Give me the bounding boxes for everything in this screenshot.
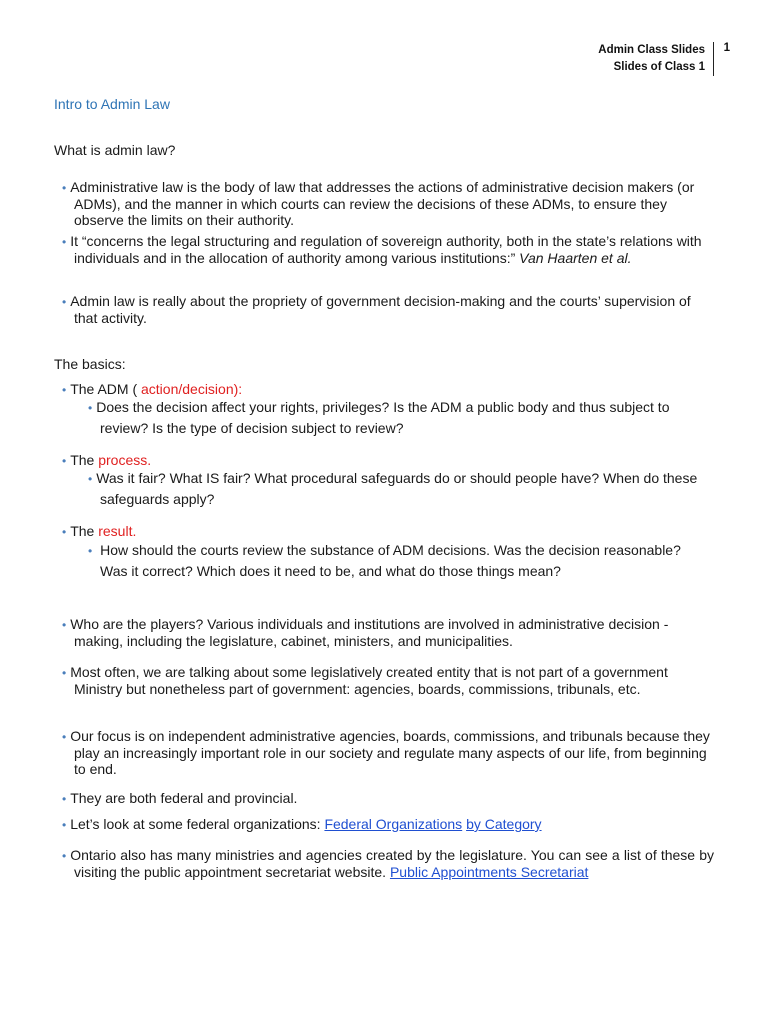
sub-list-item: • Was it fair? What IS fair? What procedural safeguards do or should people have? When do these safeguards apply? (88, 470, 698, 507)
header-title: Admin Class Slides (598, 44, 705, 56)
bullet-icon: • (62, 666, 67, 680)
question-heading: What is admin law? (54, 142, 176, 158)
public-appointments-link[interactable]: Public Appointments Secretariat (389, 864, 589, 880)
bullet-icon: • (62, 181, 67, 195)
list-item: • Let’s look at some federal organizations: Federal Organizations by Category (62, 816, 542, 832)
bullet-icon: • (62, 730, 67, 744)
list-item: • Administrative law is the body of law that addresses the actions of administrative decision makers (or ADMs), and the manner in which courts can review the decisions of these ADMs, to ensure they observe the limits on their authority. (62, 179, 695, 228)
bullet-icon: • (62, 618, 67, 632)
list-item: • Most often, we are talking about some legislatively created entity that is not part of a government Ministry but nonetheless part of government: agencies, boards, commissions, tribunals, etc. (62, 664, 668, 697)
bullet-icon: • (62, 849, 67, 863)
bullet-icon: • (62, 235, 67, 249)
bullet-icon: • (88, 472, 93, 486)
bullet-icon: • (62, 792, 67, 806)
federal-organizations-link[interactable]: Federal Organizations (324, 816, 463, 832)
basics-heading: The basics: (54, 356, 126, 372)
section-title: Intro to Admin Law (54, 96, 170, 112)
list-item: • The result. (62, 523, 137, 539)
bullet-icon: • (62, 454, 67, 468)
list-item: • Admin law is really about the propriety of government decision-making and the courts’ supervision of that activity. (62, 293, 691, 326)
by-category-link[interactable]: by Category (466, 816, 542, 832)
bullet-icon: • (62, 383, 67, 397)
highlight-text: action/decision): (141, 381, 243, 397)
header-subtitle: Slides of Class 1 (613, 61, 705, 73)
list-item: • Who are the players? Various individuals and institutions are involved in administrative decision -making, including the legislature, cabinet, ministers, and municipalities. (62, 616, 669, 649)
bullet-icon: • (88, 401, 93, 415)
highlight-text: process. (98, 452, 152, 468)
page-header (598, 42, 714, 76)
bullet-icon: • (62, 818, 67, 832)
list-item: • Our focus is on independent administrative agencies, boards, commissions, and tribunals because they play an increasingly important role in our society and regulate many aspects of our life, from beginning to end. (62, 728, 710, 777)
bullet-icon: • (88, 544, 93, 558)
highlight-text: result. (98, 523, 137, 539)
sub-list-item: • How should the courts review the substance of ADM decisions. Was the decision reasonable? Was it correct? Which does it need to be, and what do those things mean? (88, 542, 681, 579)
bullet-icon: • (62, 295, 67, 309)
list-item: • The process. (62, 452, 152, 468)
list-item: • The ADM ( action/decision): (62, 381, 243, 397)
page-number: 1 (723, 42, 730, 54)
list-item: • Ontario also has many ministries and agencies created by the legislature. You can see a list of these by visiting the public appointment secretariat website. Public Appointments Secretariat (62, 847, 714, 880)
sub-list-item: • Does the decision affect your rights, privileges? Is the ADM a public body and thus subject to review? Is the type of decision subject to review? (88, 399, 670, 436)
list-item: • They are both federal and provincial. (62, 790, 298, 806)
list-item: • It “concerns the legal structuring and regulation of sovereign authority, both in the state’s relations with individuals and in the allocation of authority among various institutions:” Van Haarten et al. (62, 233, 702, 266)
bullet-icon: • (62, 525, 67, 539)
